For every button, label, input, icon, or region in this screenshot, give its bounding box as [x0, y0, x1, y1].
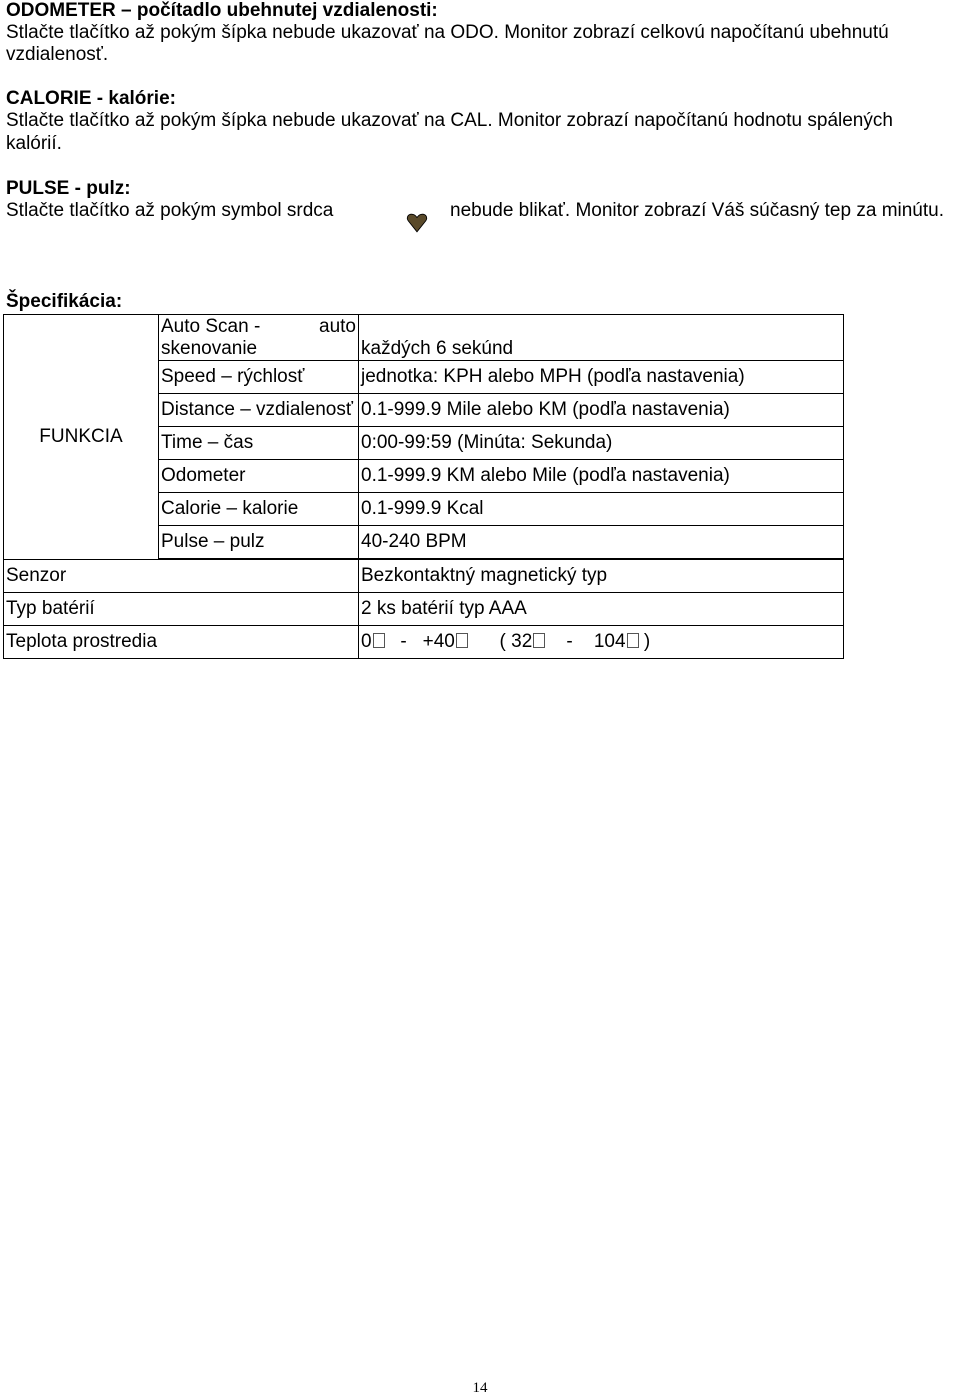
spec-name-odometer: Odometer: [159, 460, 359, 493]
spec-name-time: Time – čas: [159, 427, 359, 460]
spec-name-speed: Speed – rýchlosť: [159, 361, 359, 394]
pulse-heading: PULSE - pulz:: [6, 178, 131, 199]
spec-table: [3, 314, 844, 659]
odometer-text: Stlačte tlačítko až pokým šípka nebude ukazovať na ODO. Monitor zobrazí celkovú napočítanú ubehnutú: [6, 22, 889, 43]
temp-max-c: +40: [422, 631, 455, 652]
pulse-text-before: Stlačte tlačítko až pokým symbol srdca: [6, 200, 334, 221]
teplota-label: Teplota prostredia: [4, 626, 359, 659]
auto-scan-line2: skenovanie: [161, 337, 258, 359]
temp-max-f: 104: [593, 631, 626, 652]
spec-value-calorie: 0.1-999.9 Kcal: [359, 493, 844, 526]
spec-value-distance: 0.1-999.9 Mile alebo KM (podľa nastavenia): [359, 394, 844, 427]
senzor-value: Bezkontaktný magnetický typ: [359, 560, 844, 593]
temp-dash: -: [566, 631, 573, 652]
odometer-line-2: vzdialenosť.: [6, 44, 109, 65]
degree-symbol-icon: [627, 633, 639, 648]
teplota-value: [359, 626, 844, 659]
temp-dash: -: [400, 631, 407, 652]
table-row: [4, 626, 844, 659]
spec-value-time: 0:00-99:59 (Minúta: Sekunda): [359, 427, 844, 460]
senzor-label: Senzor: [4, 560, 359, 593]
table-row: [4, 315, 844, 361]
pulse-text-after: nebude blikať. Monitor zobrazí Váš súčasný tep za minútu.: [450, 200, 944, 221]
baterie-value: 2 ks batérií typ AAA: [359, 593, 844, 626]
temp-min-c: 0: [361, 631, 372, 652]
baterie-label: Typ batérií: [4, 593, 359, 626]
calorie-line-2: kalórií.: [6, 133, 62, 154]
odometer-line-1: [6, 22, 958, 44]
page-number: 14: [472, 1380, 488, 1396]
spec-value-speed: jednotka: KPH alebo MPH (podľa nastavenia): [359, 361, 844, 394]
degree-symbol-icon: [456, 633, 468, 648]
spec-value-pulse: 40-240 BPM: [359, 526, 844, 559]
temp-close-paren: ): [643, 631, 651, 652]
spec-name-distance: Distance – vzdialenosť: [159, 394, 359, 427]
temp-min-f: ( 32: [499, 631, 533, 652]
calorie-heading: CALORIE - kalórie:: [6, 88, 176, 109]
funkcia-label: FUNKCIA: [4, 315, 159, 560]
spec-value-odometer: 0.1-999.9 KM alebo Mile (podľa nastavenia): [359, 460, 844, 493]
auto-scan-b: auto: [319, 315, 356, 337]
spec-heading: Špecifikácia:: [6, 291, 123, 312]
heart-icon: [406, 212, 428, 234]
auto-scan-a: Auto Scan -: [161, 315, 261, 337]
degree-symbol-icon: [373, 633, 385, 648]
spec-name-pulse: Pulse – pulz: [159, 526, 359, 559]
spec-name-calorie: Calorie – kalorie: [159, 493, 359, 526]
spec-value-auto-scan: každých 6 sekúnd: [359, 315, 844, 361]
odometer-heading: ODOMETER – počítadlo ubehnutej vzdialenosti:: [6, 0, 438, 21]
table-row: [4, 560, 844, 593]
spec-name-auto-scan: [159, 315, 359, 361]
degree-symbol-icon: [533, 633, 545, 648]
calorie-line-1: Stlačte tlačítko až pokým šípka nebude ukazovať na CAL. Monitor zobrazí napočítanú hodnotu spálených: [6, 110, 893, 131]
table-row: [4, 593, 844, 626]
